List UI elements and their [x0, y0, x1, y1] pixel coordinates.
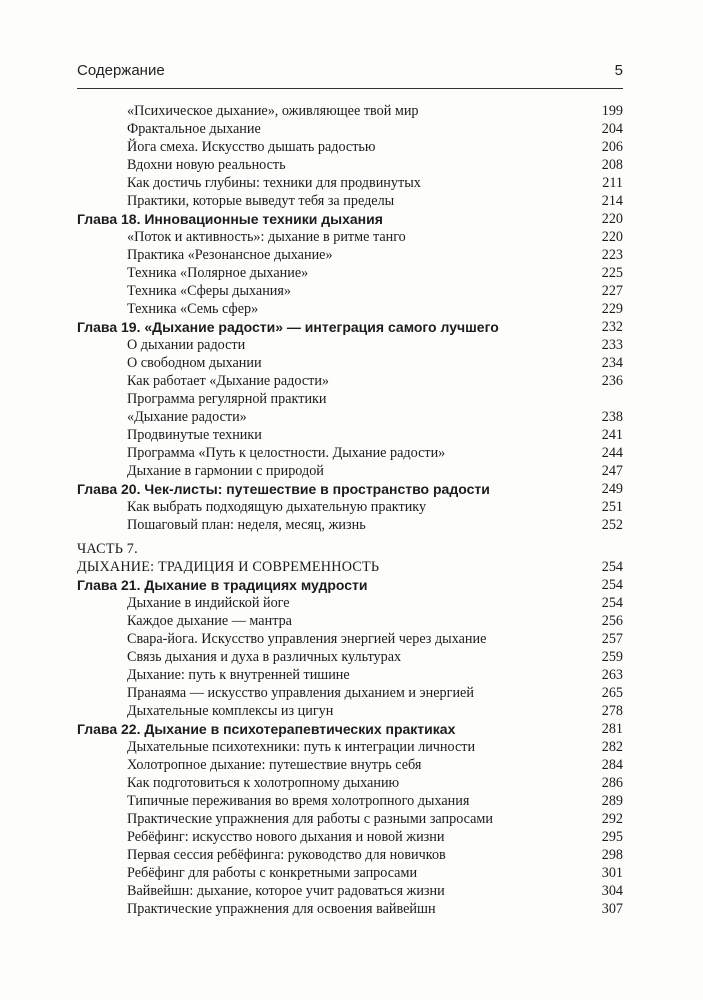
section-entry	[77, 264, 623, 282]
section-entry	[77, 138, 623, 156]
entry-page-number: 204	[601, 121, 623, 137]
entry-title: Пранаяма — искусство управления дыханием и энергией	[127, 685, 474, 701]
running-head-title: Содержание	[77, 62, 165, 79]
entry-page-number: 208	[601, 157, 623, 173]
entry-title: ДЫХАНИЕ: ТРАДИЦИЯ И СОВРЕМЕННОСТЬ	[77, 559, 380, 575]
entry-page-number: 227	[601, 283, 623, 299]
entry-title: Глава 20. Чек-листы: путешествие в пространство радости	[77, 481, 490, 497]
entry-page-number: 281	[601, 721, 623, 737]
entry-title: Йога смеха. Искусство дышать радостью	[127, 139, 376, 155]
section-entry	[77, 372, 623, 390]
entry-title: Свара-йога. Искусство управления энергией через дыхание	[127, 631, 487, 647]
section-entry	[77, 228, 623, 246]
entry-page-number: 304	[601, 883, 623, 899]
entry-title: Вайвейшн: дыхание, которое учит радоваться жизни	[127, 883, 445, 899]
entry-page-number: 234	[601, 355, 623, 371]
chapter-entry	[77, 576, 623, 594]
section-entry	[77, 666, 623, 684]
section-entry	[77, 738, 623, 756]
entry-page-number: 254	[601, 577, 623, 593]
entry-page-number: 233	[601, 337, 623, 353]
entry-page-number: 301	[601, 865, 623, 881]
section-entry	[77, 846, 623, 864]
entry-page-number: 220	[601, 229, 623, 245]
entry-page-number: 292	[601, 811, 623, 827]
section-entry	[77, 192, 623, 210]
entry-page-number: 225	[601, 265, 623, 281]
section-entry	[77, 354, 623, 372]
entry-title: Техника «Полярное дыхание»	[127, 265, 309, 281]
entry-page-number: 249	[601, 481, 623, 497]
entry-title: Дыхание в гармонии с природой	[127, 463, 324, 479]
entry-page-number: 289	[601, 793, 623, 809]
entry-page-number: 259	[601, 649, 623, 665]
section-entry	[77, 120, 623, 138]
entry-title: ЧАСТЬ 7.	[77, 541, 138, 557]
section-entry	[77, 444, 623, 462]
entry-title: «Поток и активность»: дыхание в ритме танго	[127, 229, 406, 245]
entry-title: О свободном дыхании	[127, 355, 262, 371]
section-entry	[77, 702, 623, 720]
entry-page-number: 284	[601, 757, 623, 773]
entry-page-number: 214	[601, 193, 623, 209]
section-entry	[77, 774, 623, 792]
entry-title: Типичные переживания во время холотропного дыхания	[127, 793, 470, 809]
entry-title: Глава 22. Дыхание в психотерапевтических практиках	[77, 721, 456, 737]
section-entry	[77, 426, 623, 444]
entry-page-number: 244	[601, 445, 623, 461]
running-head-page-number: 5	[614, 62, 623, 79]
section-entry	[77, 336, 623, 354]
entry-title: Пошаговый план: неделя, месяц, жизнь	[127, 517, 366, 533]
section-entry	[77, 174, 623, 192]
chapter-entry	[77, 318, 623, 336]
entry-page-number: 254	[601, 595, 623, 611]
entry-page-number: 247	[601, 463, 623, 479]
section-entry	[77, 630, 623, 648]
entry-page-number: 199	[601, 103, 623, 119]
section-entry	[77, 648, 623, 666]
entry-page-number: 211	[602, 175, 623, 191]
entry-title: Как подготовиться к холотропному дыханию	[127, 775, 400, 791]
entry-page-number: 238	[601, 409, 623, 425]
chapter-entry	[77, 480, 623, 498]
section-entry	[77, 516, 623, 534]
entry-title: Как работает «Дыхание радости»	[127, 373, 330, 389]
entry-page-number: 256	[601, 613, 623, 629]
entry-title: Дыхательные комплексы из цигун	[127, 703, 334, 719]
entry-page-number: 307	[601, 901, 623, 917]
entry-title: Программа регулярной практики	[127, 391, 327, 407]
entry-page-number: 232	[601, 319, 623, 335]
entry-title: Ребёфинг: искусство нового дыхания и новой жизни	[127, 829, 445, 845]
entry-page-number: 295	[601, 829, 623, 845]
entry-page-number: 257	[601, 631, 623, 647]
header-rule	[77, 88, 623, 89]
entry-title: Программа «Путь к целостности. Дыхание радости»	[127, 445, 446, 461]
entry-page-number: 236	[601, 373, 623, 389]
entry-title: Как достичь глубины: техники для продвинутых	[127, 175, 421, 191]
entry-page-number: 229	[601, 301, 623, 317]
part-entry	[77, 540, 623, 558]
entry-title: Продвинутые техники	[127, 427, 262, 443]
entry-page-number: 282	[601, 739, 623, 755]
entry-title: Первая сессия ребёфинга: руководство для новичков	[127, 847, 446, 863]
section-entry	[77, 300, 623, 318]
entry-title: Техника «Сферы дыхания»	[127, 283, 292, 299]
entry-page-number: 251	[601, 499, 623, 515]
entry-title: Дыхание в индийской йоге	[127, 595, 290, 611]
chapter-entry	[77, 720, 623, 738]
section-entry	[77, 408, 623, 426]
entry-title: Техника «Семь сфер»	[127, 301, 259, 317]
entry-page-number: 263	[601, 667, 623, 683]
section-entry	[77, 756, 623, 774]
entry-page-number: 298	[601, 847, 623, 863]
section-entry	[77, 612, 623, 630]
entry-page-number: 265	[601, 685, 623, 701]
running-head	[77, 62, 623, 84]
entry-title: «Психическое дыхание», оживляющее твой мир	[127, 103, 419, 119]
entry-page-number: 223	[601, 247, 623, 263]
entry-page-number: 278	[601, 703, 623, 719]
entry-page-number: 220	[601, 211, 623, 227]
entry-page-number: 206	[601, 139, 623, 155]
entry-page-number: 252	[601, 517, 623, 533]
entry-title: Практики, которые выведут тебя за пределы	[127, 193, 395, 209]
entry-title: Ребёфинг для работы с конкретными запросами	[127, 865, 418, 881]
entry-title: Вдохни новую реальность	[127, 157, 286, 173]
section-entry	[77, 810, 623, 828]
section-entry	[77, 594, 623, 612]
entry-page-number: 254	[601, 559, 623, 575]
section-entry	[77, 828, 623, 846]
entry-title: Практические упражнения для работы с разными запросами	[127, 811, 494, 827]
chapter-entry	[77, 210, 623, 228]
section-entry	[77, 282, 623, 300]
entry-title: Практические упражнения для освоения вайвейшн	[127, 901, 436, 917]
entry-page-number: 241	[601, 427, 623, 443]
section-entry	[77, 156, 623, 174]
entry-title: Как выбрать подходящую дыхательную практику	[127, 499, 427, 515]
section-entry	[77, 864, 623, 882]
section-entry	[77, 390, 623, 408]
section-entry	[77, 900, 623, 918]
entry-title: Связь дыхания и духа в различных культурах	[127, 649, 402, 665]
section-entry	[77, 882, 623, 900]
section-entry	[77, 102, 623, 120]
entry-title: Практика «Резонансное дыхание»	[127, 247, 333, 263]
entry-title: О дыхании радости	[127, 337, 246, 353]
entry-title: Фрактальное дыхание	[127, 121, 261, 137]
part-entry	[77, 558, 623, 576]
section-entry	[77, 498, 623, 516]
entry-page-number: 286	[601, 775, 623, 791]
entry-title: Каждое дыхание — мантра	[127, 613, 292, 629]
section-entry	[77, 246, 623, 264]
entry-title: Глава 19. «Дыхание радости» — интеграция самого лучшего	[77, 319, 499, 335]
entry-title: «Дыхание радости»	[127, 409, 247, 425]
section-entry	[77, 462, 623, 480]
entry-title: Глава 21. Дыхание в традициях мудрости	[77, 577, 368, 593]
entry-title: Глава 18. Инновационные техники дыхания	[77, 211, 383, 227]
section-entry	[77, 684, 623, 702]
entry-title: Холотропное дыхание: путешествие внутрь себя	[127, 757, 422, 773]
entry-title: Дыхательные психотехники: путь к интеграции личности	[127, 739, 476, 755]
section-entry	[77, 792, 623, 810]
entry-title: Дыхание: путь к внутренней тишине	[127, 667, 350, 683]
